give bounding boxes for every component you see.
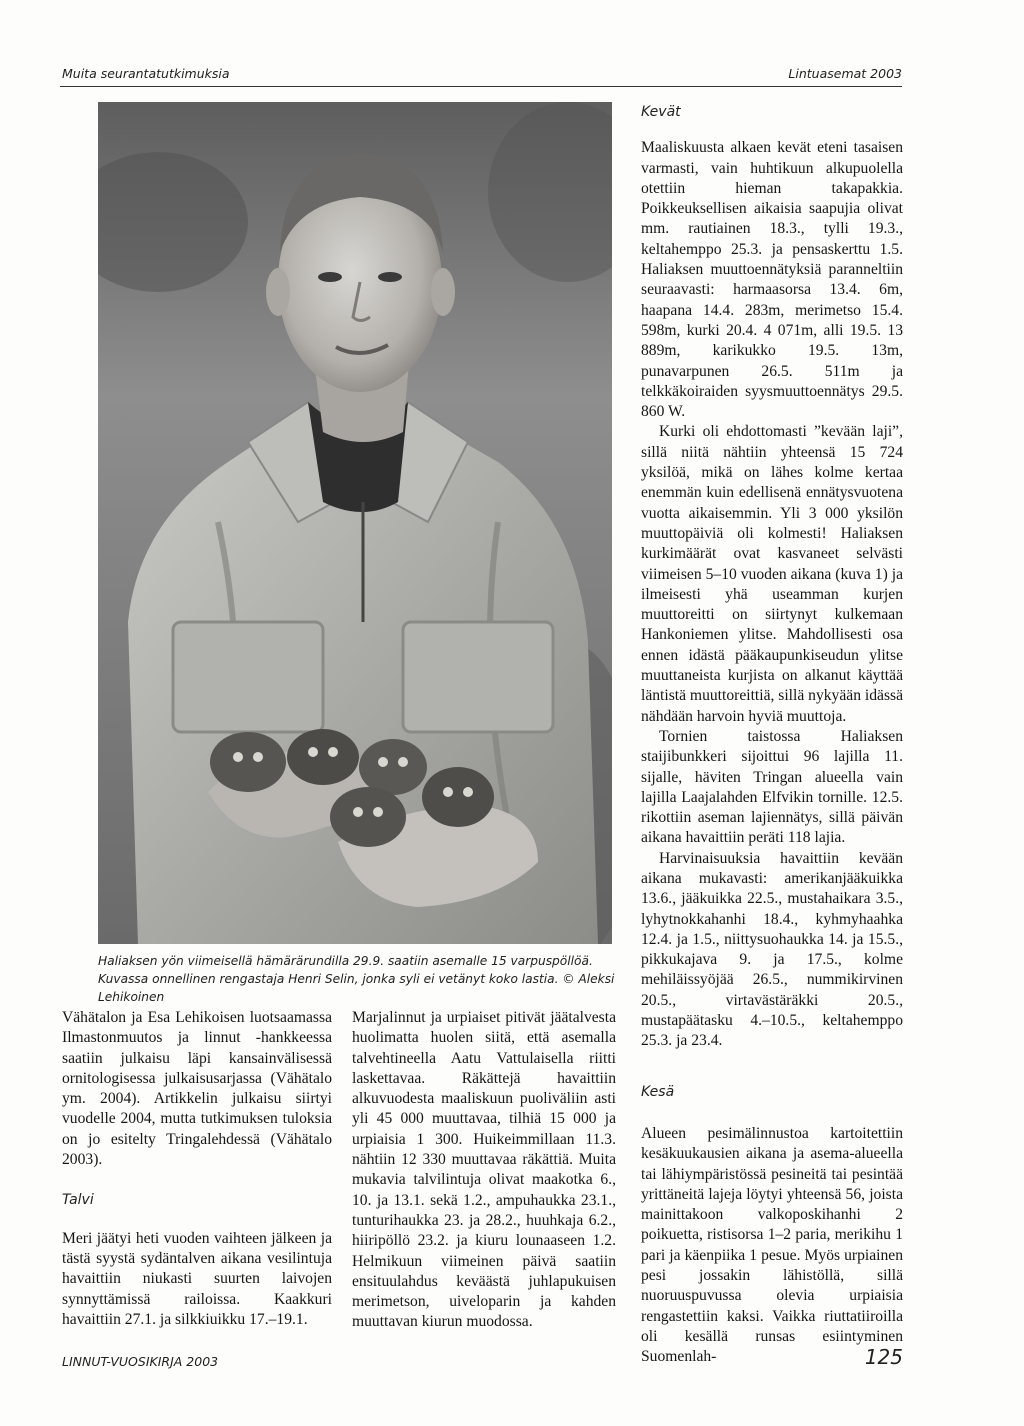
right-column	[641, 102, 903, 1368]
middle-paragraph: Marjalinnut ja urpiaiset pitivät jäätalvesta huolimatta huolen siitä, että asemalla talvehtineella Aatu Vattulaisella riitti laskettavaa. Räkättejä havaittiin alkuvuodesta maaliskuun puoliväliin asti yli 45 000 muuttavaa, tilhiä 15 000 ja urpiaisia 1 300. Huikeimmillaan 11.3. nähtiin 12 330 muuttavaa räkättiä. Muita mukavia talvilintuja olivat maakotka 6., 10. ja 13.1. sekä 1.2., ampuhaukka 23.1., tunturihaukka 23. ja 28.2., huuhkaja 6.2., hiiripöllö 23.2. ja kiuru lounaaseen 1.2. Helmikuun viimeinen päivä saatiin ensituulahdus keväästä juhlapukuisen merimetson, uiveloparin ja kahden muuttavan kiurun muodossa.	[352, 1009, 616, 1331]
middle-column	[352, 1008, 616, 1333]
talvi-paragraph: Meri jäätyi heti vuoden vaihteen jälkeen ja tästä syystä sydäntalven aikana vesilintuja havaittiin niukasti suurten laivojen synnyttämissä railoissa. Kaakkuri havaittiin 27.1. ja silkkiuikku 17.–19.1.	[62, 1229, 332, 1328]
page-number: 125	[864, 1345, 903, 1369]
section-title-kesa: Kesä	[641, 1083, 675, 1100]
intro-paragraph: Vähätalon ja Esa Lehikoisen luotsaamassa Ilmastonmuutos ja linnut -hankkeessa saatiin julkaisu läpi kansainvälisessä ornitologisessa julkaisusarjassa (Vähätalo ym. 2004). Artikkelin julkaisu siirtyi vuodelle 2004, mutta tutkimuksen tuloksia on jo esitelty Tringalehdessä (Vähätalo 2003).	[62, 1009, 332, 1169]
kevat-paragraph-2: Kurki oli ehdottomasti ”kevään laji”, sillä niitä nähtiin yhteensä 15 724 yksilöä, mikä on lähes kolme kertaa enemmän kuin edellisenä ennätysvuotena vuotta aikaisemmin. Yli 3 000 yksilön muuttopäiviä oli kolmesti! Haliaksen kurkimäärät ovat kasvaneet selvästi viimeisen 5–10 vuoden aikana (kuva 1) ja ilmeisesti yhä useamman kurjen muuttoreitti on siirtynyt kulkemaan Hankoniemen ylitse. Mahdollisesti osa ennen idästä pääkaupunkiseudun ylitse muuttaneista kurjista on alkanut käyttää läntistä muuttoreittiä, sillä nykyään idässä nähdään harvoin hyviä muuttoja.	[641, 423, 904, 725]
section-title-talvi: Talvi	[62, 1192, 94, 1209]
running-header-publication: Lintuasemat 2003	[788, 66, 902, 81]
kevat-paragraph-3: Tornien taistossa Haliaksen staijibunkkeri sijoittui 96 lajilla 11. sijalle, häviten Tringan alueella vain lajilla Laajalahden Elfvikin tornille. 12.5. rikottiin aseman lajiennätys, sillä päivän aikana havaittiin peräti 118 lajia.	[641, 727, 903, 847]
photo-illustration	[98, 102, 612, 944]
running-header-section: Muita seurantatutkimuksia	[62, 66, 230, 81]
footer-publication: LINNUT-VUOSIKIRJA 2003	[62, 1354, 219, 1369]
photo	[98, 102, 612, 944]
left-column	[62, 1008, 332, 1330]
photo-caption: Haliaksen yön viimeisellä hämärärundilla 29.9. saatiin asemalle 15 varpuspöllöä. Kuvassa onnellinen rengastaja Henri Selin, jonka syli ei vetänyt koko lastia. © Aleksi Lehikoinen	[98, 954, 615, 1004]
kesa-paragraph-1: Alueen pesimälinnustoa kartoitettiin kesäkuukausien aikana ja asema-alueella tai lähiympäristössä pesineitä tai pesintää yrittäneitä lajeja löytyi yhteensä 56, joista mainittakoon valkoposkihanhi 2 poikuetta, ristisorsa 1–2 paria, merikihu 1 pari ja käenpiika 1 pesue. Myös urpiainen pesi jossakin lähistöllä, sillä nuoruuspuvussa olevia urpiaisia rengastettiin kaksi. Vaikka riuttatiiroilla oli kesällä runsas esiintyminen Suomenlah-	[641, 1124, 903, 1366]
header-rule	[60, 86, 902, 87]
kevat-paragraph-1: Maaliskuusta alkaen kevät eteni tasaisen varmasti, vain huhtikuun alkupuolella otettiin hieman takapakkia. Poikkeuksellisen aikaisia saapujia olivat mm. rautiainen 18.3., tylli 19.3., keltahemppo 25.3. ja pensaskerttu 1.5. Haliaksen muuttoennätyksiä paranneltiin seuraavasti: harmaasorsa 13.4. 6m, haapana 14.4. 283m, merimetso 15.4. 598m, kurki 20.4. 4 071m, alli 19.5. 13 889m, karikukko 19.5. 13m, punavarpunen 26.5. 511m ja telkkäkoiraiden syysmuuttoennätys 29.5. 860 W.	[641, 139, 903, 421]
kevat-paragraph-4: Harvinaisuuksia havaittiin kevään aikana mukavasti: amerikanjääkuikka 13.6., jääkuikka 22.5., mustahaikara 3.5., lyhytnokkahanhi 18.4., kyhmyhaahka 12.4. ja 1.5., niittysuohaukka 14. ja 15.5., pikkukajava 9. ja 17.5., kolme mehiläissyöjää 26.5., nummikirvinen 20.5., virtavästäräkki 20.5., mustapäätasku 4.–10.5., keltahemppo 25.3. ja 23.4.	[641, 849, 903, 1050]
section-title-kevat: Kevät	[641, 104, 681, 120]
